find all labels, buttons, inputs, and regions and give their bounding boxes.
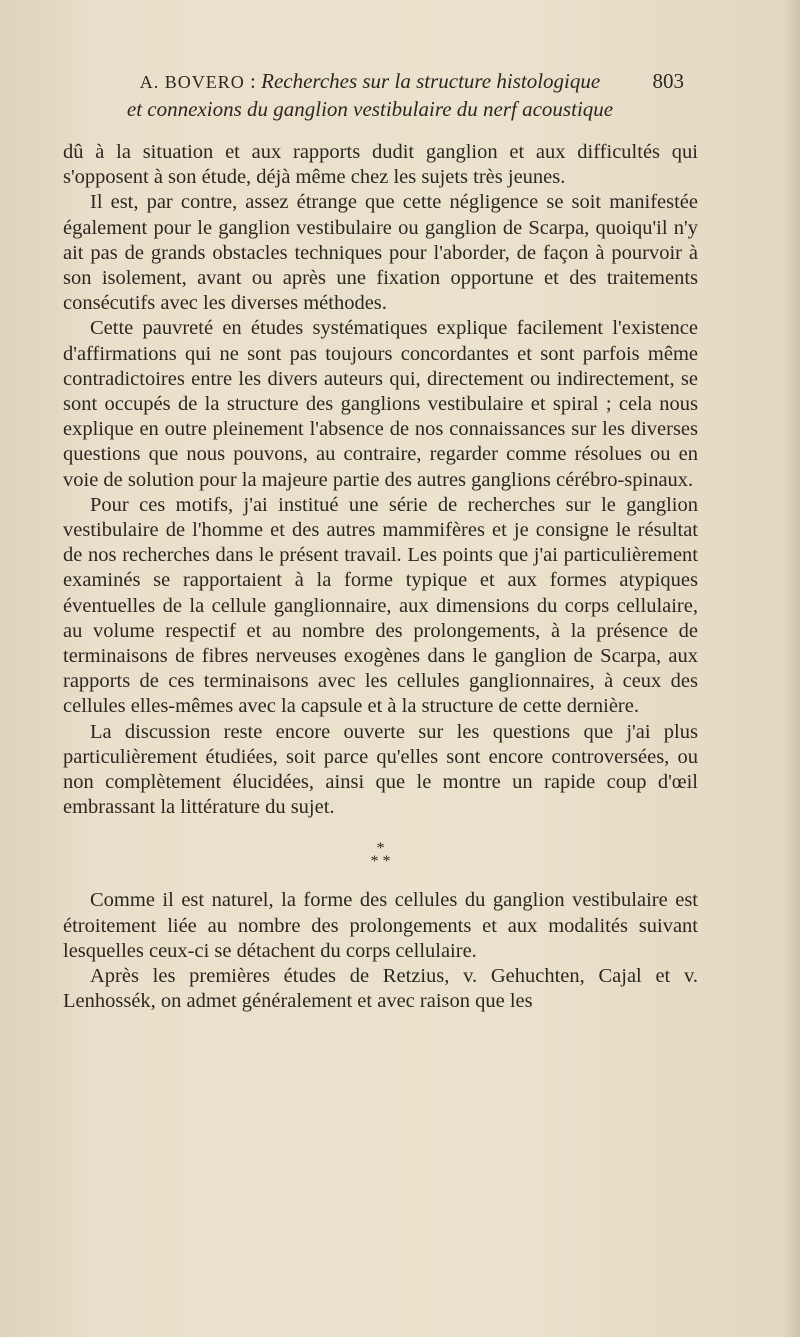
section-separator [63,840,698,871]
paragraph: Il est, par contre, assez étrange que cette négligence se soit manifestée également pour le ganglion vestibulaire ou ganglion de Scarpa, quoiqu'il n'y ait pas de grands obstacles techniques pour l'aborder, de façon à pourvoir à son isolement, avant ou après une fixation opportune et des traitements consécutifs avec les diverses méthodes. [63,191,698,315]
running-header [60,68,684,123]
paragraph: Pour ces motifs, j'ai institué une série de recherches sur le ganglion vestibulaire de l'homme et des autres mammifères et je consigne le résultat de nos recherches dans le présent travail. Les points que j'ai particulièrement examinés se rapportaient à la forme typique et aux formes atypiques éventuelles de la cellule ganglionnaire, aux dimensions du corps cellulaire, au volume respectif et au nombre des prolongements, à la présence de terminaisons de fibres nerveuses exogènes dans le ganglion de Scarpa, aux rapports de ces terminaisons avec les cellules ganglionnaires, à ceux des cellules elles-mêmes avec la capsule et à la structure de cette dernière. [63,493,698,718]
asterism-bottom: * * [370,853,391,871]
paragraph: Après les premières études de Retzius, v. Gehuchten, Cajal et v. Lenhossék, on admet généralement et avec raison que les [63,965,698,1013]
header-separator: : [244,69,262,93]
asterism-top: * [376,840,385,858]
article-title-line-1: Recherches sur la structure histologique [261,69,601,93]
article-body [63,140,698,1015]
article-title-line-2: et connexions du ganglion vestibulaire du nerf acoustique [126,97,614,121]
author-name: A. BOVERO [139,72,245,92]
paragraph: Cette pauvreté en études systématiques explique facilement l'existence d'affirmations qui ne sont pas toujours concordantes et sont parfois même contradictoires entre les divers auteurs qui, directement ou indirectement, se sont occupés de la structure des ganglions vestibulaire et spiral ; cela nous explique en outre pleinement l'absence de nos connaissances sur les diverses questions que nous pouvons, au contraire, regarder comme résolues ou en voie de solution pour la majeure partie des autres ganglions cérébro-spinaux. [63,317,698,491]
paragraph: La discussion reste encore ouverte sur les questions que j'ai plus particulièrement étudiées, soit parce qu'elles sont encore controversées, ou non complètement élucidées, ainsi que le montre un rapide coup d'œil embrassant la littérature du sujet. [63,720,698,819]
paragraph: Comme il est naturel, la forme des cellules du ganglion vestibulaire est étroitement liée au nombre des prolongements et aux modalités suivant lesquelles ceux-ci se détachent du corps cellulaire. [63,889,698,962]
paragraph: dû à la situation et aux rapports dudit ganglion et aux difficultés qui s'opposent à son étude, déjà même chez les sujets très jeunes. [63,141,698,189]
page-number: 803 [652,69,684,93]
header-line-1 [60,68,680,96]
